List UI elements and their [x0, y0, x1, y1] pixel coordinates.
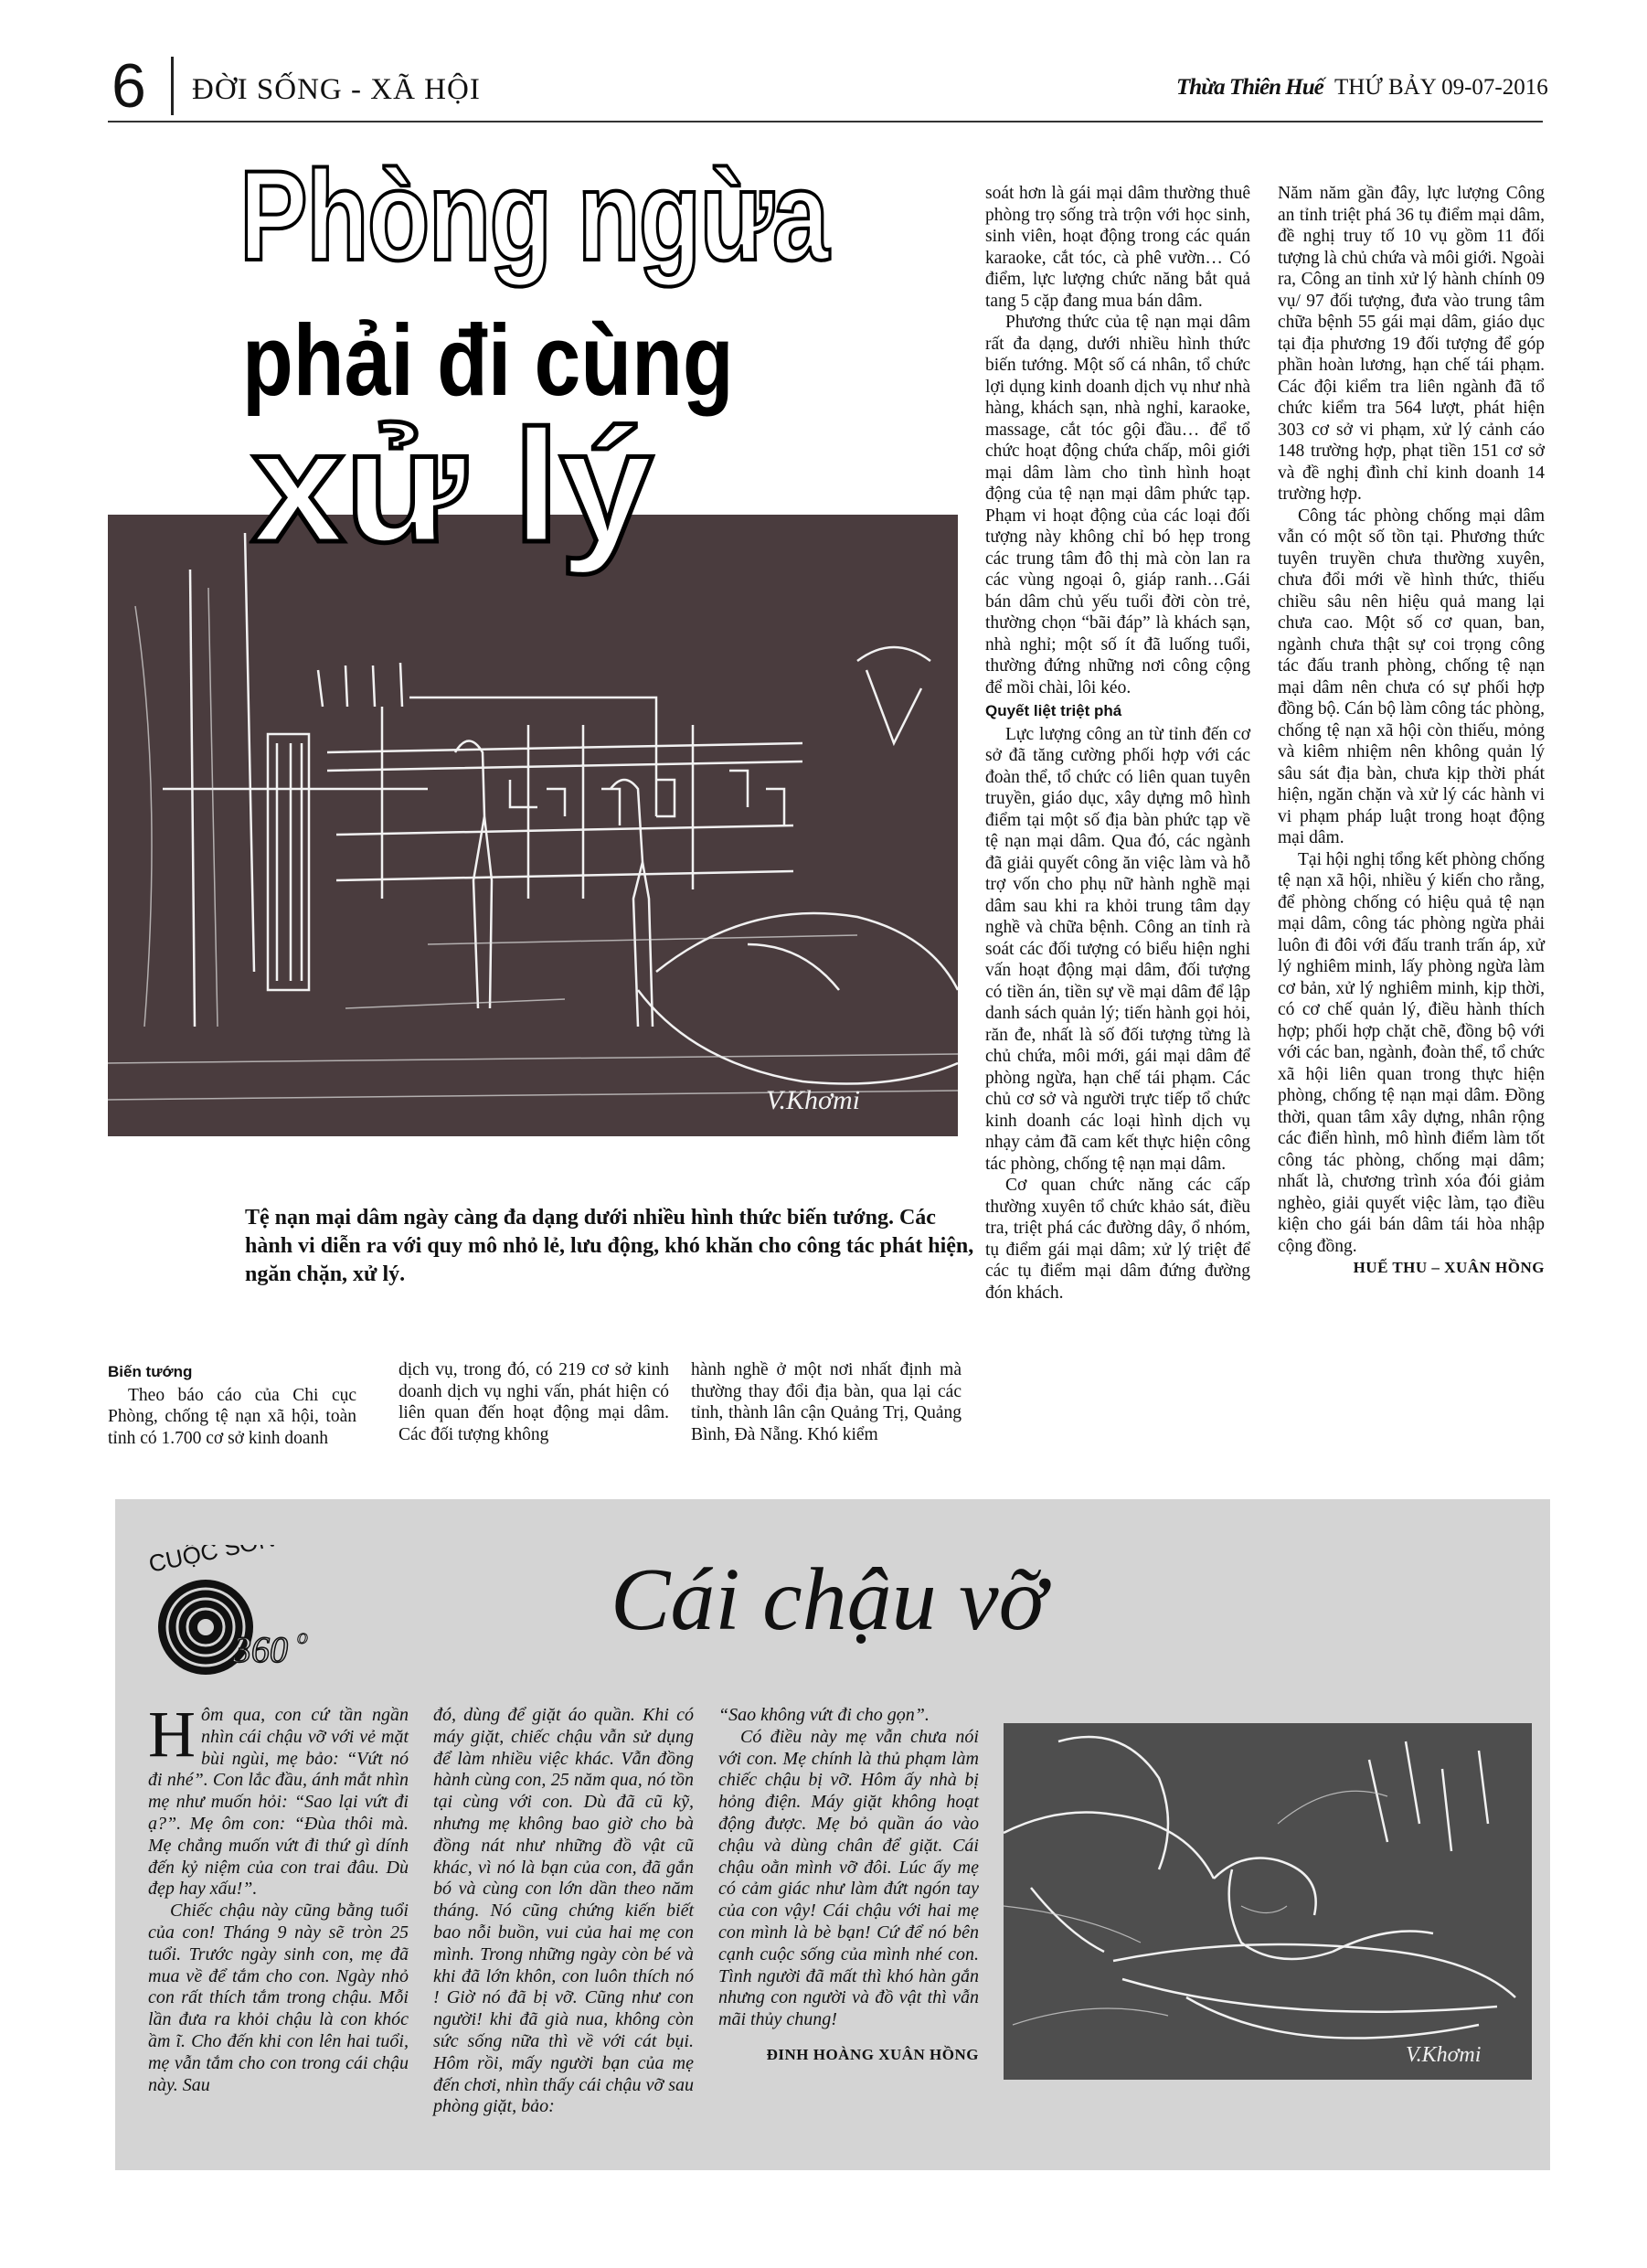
column-illustration: [1004, 1723, 1532, 2080]
column-text-3: [718, 1705, 979, 2066]
paragraph: [148, 1698, 409, 1901]
article-column-5: [1278, 183, 1545, 1279]
paragraph: “Sao không vứt đi cho gọn”.: [718, 1705, 930, 1725]
paragraph: hành nghề ở một nơi nhất định mà thường thay đổi địa bàn, qua lại các tỉnh, thành lân cận Quảng Trị, Quảng Bình, Đà Nẵng. Khó kiểm: [691, 1360, 962, 1444]
article-column-3: [691, 1359, 962, 1445]
street-scene-drawing: [108, 515, 958, 1136]
column-byline: ĐINH HOÀNG XUÂN HỒNG: [766, 2045, 979, 2063]
paragraph-text: ôm qua, con cứ tần ngần nhìn cái chậu vỡ với vẻ mặt bùi ngùi, mẹ bảo: “Vứt nó đi nhé”. Con lắc đầu, ánh mắt nhìn mẹ như muốn hỏi: “Sao lại vứt đi ạ?”. Mẹ ôm con: “Đùa thôi mà. Mẹ chẳng muốn vứt đi thứ gì dính đến kỷ niệm của con trai đâu. Dù đẹp hay xấu!”.: [148, 1705, 409, 1900]
article-column-2: [398, 1359, 669, 1445]
drop-cap: H: [148, 1698, 196, 1771]
header-divider: [171, 57, 174, 115]
headline-line-2: phải đi cùng: [242, 304, 734, 417]
column-text-1: [148, 1698, 409, 2096]
paragraph: Có điều này mẹ vẫn chưa nói với con. Mẹ chính là thủ phạm làm chiếc chậu bị vỡ. Hôm ấy nhà bị hỏng điện. Máy giặt không hoạt động được. Mẹ bỏ quần áo vào chậu và dùng chân để giặt. Cái chậu oằn mình vỡ đôi. Lúc ấy mẹ có cảm giác như làm đứt ngón tay của con vậy! Cái chậu với hai mẹ con mình là bè bạn! Cứ để nó bên cạnh cuộc sống của mình nhé con. Tình người đã mất thì khó hàn gắn nhưng con người và đồ vật thì vẫn mãi thủy chung!: [718, 1726, 979, 2030]
issue-date: THỨ BẢY 09-07-2016: [1334, 75, 1548, 100]
cuoc-song-360-logo: [142, 1545, 352, 1682]
page-number: 6: [112, 51, 146, 121]
column-text-2: [433, 1705, 694, 2118]
article-column-4: [985, 183, 1250, 1304]
paragraph: Chiếc chậu này cũng bằng tuổi của con! Tháng 9 này sẽ tròn 25 tuổi. Trước ngày sinh con, mẹ đã mua về để tắm cho con. Ngày nhỏ con rất thích tắm trong chậu. Mỗi lần đưa ra khỏi chậu là con khóc ầm ĩ. Cho đến khi con lên hai tuổi, mẹ vẫn tắm cho con trong cái chậu này. Sau: [148, 1901, 409, 2095]
logo-text: CUỘC SỐNG: [146, 1545, 296, 1578]
article-column-1: [108, 1359, 356, 1449]
paragraph: Tại hội nghị tổng kết phòng chống tệ nạn xã hội, nhiều ý kiến cho rằng, để phòng chống có hiệu quả tệ nạn mại dâm, công tác phòng ngừa phải luôn đi đôi với đấu tranh trấn áp, xử lý nghiêm minh, lấy phòng ngừa làm cơ bản, xử lý nghiêm minh, kịp thời, có cơ chế quản lý, điều hành thích hợp; phối hợp chặt chẽ, đồng bộ với với các ban, ngành, đoàn thể, tổ chức xã hội liên quan trong thực hiện phòng, chống tệ nạn mại dâm. Đồng thời, quan tâm xây dựng, nhân rộng các điển hình, mô hình điểm làm tốt công tác phòng, chống mại dâm; nhất là, chương trình xóa đói giảm nghèo, giải quyết việc làm, tạo điều kiện cho gái bán dâm tái hòa nhập cộng đồng.: [1278, 849, 1545, 1256]
paragraph: Năm năm gần đây, lực lượng Công an tỉnh triệt phá 36 tụ điểm mại dâm, đề nghị truy tố 10 vụ gồm 11 đối tượng là chủ chứa và môi giới. Ngoài ra, Công an tỉnh xử lý hành chính 09 vụ/ 97 đối tượng, đưa vào trung tâm chữa bệnh 55 gái mại dâm, giáo dục tại địa phương 19 đối tượng để góp phần hoàn lương, hạn chế tái phạm. Các đội kiểm tra liên ngành đã tổ chức kiểm tra 564 lượt, phát hiện 303 cơ sở vi phạm, xử lý cảnh cáo 148 trường hợp, phạt tiền 151 cơ sở và đề nghị đình chỉ kinh doanh 14 trường hợp.: [1278, 184, 1545, 504]
headline-line-3: xử lý: [251, 398, 653, 576]
column-title: Cái chậu vỡ: [611, 1550, 1047, 1649]
mother-bathing-child-drawing: [1004, 1723, 1532, 2080]
photo-signature: V.Khơmi: [1406, 2043, 1482, 2067]
paragraph: đó, dùng để giặt áo quần. Khi có máy giặt, chiếc chậu vẫn sử dụng để làm nhiều việc khác. Vẫn đồng hành cùng con, 25 năm qua, nó tồn tại cùng với con. Dù đã cũ kỹ, nhưng mẹ không bao giờ cho bà đồng nát như những đồ vật cũ khác, vì nó là bạn của con, đã gắn bó và cùng con lớn dần theo năm tháng. Nó cũng chứng kiến biết bao nỗi buồn, vui của hai mẹ con mình. Trong những ngày còn bé và khi đã lớn khôn, con luôn thích nó ! Giờ nó đã bị vỡ. Cũng như con người! khi đã già nua, không còn sức sống nữa thì về với cát bụi. Hôm rồi, mấy người bạn của mẹ đến chơi, nhìn thấy cái chậu vỡ sau phòng giặt, bảo:: [433, 1705, 694, 2117]
section-name: ĐỜI SỐNG - XÃ HỘI: [192, 73, 481, 106]
header-rule: [108, 121, 1543, 122]
article-lead: Tệ nạn mại dâm ngày càng đa dạng dưới nhiều hình thức biến tướng. Các hành vi diễn ra với quy mô nhỏ lẻ, lưu động, khó khăn cho công tác phát hiện, ngăn chặn, xử lý.: [245, 1206, 974, 1286]
paragraph: Theo báo cáo của Chi cục Phòng, chống tệ nạn xã hội, toàn tỉnh có 1.700 cơ sở kinh doanh: [108, 1385, 356, 1448]
logo-degree: o: [297, 1625, 308, 1649]
subheading-quyet-liet: Quyết liệt triệt phá: [985, 702, 1122, 719]
article-byline: HUẾ THU – XUÂN HỒNG: [1353, 1259, 1545, 1276]
paragraph: Phương thức của tệ nạn mại dâm rất đa dạng, dưới nhiều hình thức biến tướng. Một số cá nhân, tổ chức lợi dụng kinh doanh dịch vụ như nhà hàng, khách sạn, nhà nghỉ, karaoke, massage, cắt tóc gội đầu… để tổ chức hoạt động chứa chấp, môi giới mại dâm làm cho tình hình hoạt động của tệ nạn mại dâm phức tạp. Phạm vi hoạt động của các loại đối tượng này không chỉ bó hẹp trong các trung tâm đô thị mà còn lan ra các vùng ngoại ô, giáp ranh…Gái bán dâm chủ yếu tuổi đời còn trẻ, thường chọn “bãi đáp” là khách sạn, nhà nghỉ; một số ít đã luống tuổi, thường đứng những nơi công cộng để mồi chài, lôi kéo.: [985, 313, 1250, 697]
article-illustration: [108, 515, 958, 1136]
paragraph: Cơ quan chức năng các cấp thường xuyên tổ chức khảo sát, điều tra, triệt phá các đường dây, ổ nhóm, tụ điểm gái mại dâm; xử lý triệt để các tụ điểm mại dâm đứng đường đón khách.: [985, 1176, 1250, 1303]
headline-line-1: Phòng ngừa: [239, 144, 828, 287]
paragraph: Lực lượng công an từ tỉnh đến cơ sở đã tăng cường phối hợp với các đoàn thể, tổ chức có liên quan tuyên truyền, giáo dục, xây dựng mô hình điểm tại một số địa bàn phức tạp về tệ nạn mại dâm. Qua đó, các ngành đã giải quyết công ăn việc làm và hỗ trợ vốn cho phụ nữ hành nghề mại dâm sau khi ra khỏi trung tâm dạy nghề và chữa bệnh. Công an tỉnh rà soát các đối tượng có biểu hiện nghi vấn hoạt động mại dâm, đối tượng có tiền án, tiền sự về mại dâm để lập danh sách quản lý; tiến hành gọi hỏi, răn đe, nhất là số đối tượng từng là chủ chứa, môi mới, gái mại dâm để phòng ngừa, hạn chế tái phạm. Các chủ cơ sở và người trực tiếp tổ chức kinh doanh các loại hình dịch vụ nhạy cảm đã cam kết thực hiện công tác phòng, chống tệ nạn mại dâm.: [985, 724, 1250, 1174]
subheading-bien-tuong: Biến tướng: [108, 1363, 193, 1380]
logo-number: 360: [233, 1629, 288, 1670]
photo-signature: V.Khơmi: [766, 1085, 860, 1115]
paragraph: Công tác phòng chống mại dâm vẫn có một số tồn tại. Phương thức tuyên truyền chưa thường xuyên, chưa đổi mới về hình thức, thiếu chiều sâu nên hiệu quả mang lại chưa cao. Một số cơ quan, ban, ngành chưa thật sự coi trọng công tác đấu tranh phòng, chống tệ nạn mại dâm nên chưa có sự phối hợp đồng bộ. Cán bộ làm công tác phòng, chống tệ nạn xã hội còn thiếu, mỏng và kiêm nhiệm nên không quản lý sâu sát địa bàn, chưa kịp thời phát hiện, ngăn chặn và xử lý các hành vi vi phạm pháp luật trong hoạt động mại dâm.: [1278, 506, 1545, 847]
paragraph: soát hơn là gái mại dâm thường thuê phòng trọ sống trà trộn với học sinh, sinh viên, hoạt động trong các quán karaoke, cắt tóc, cà phê vườn… Có điểm, lực lượng chức năng bắt quả tang 5 cặp đang mua bán dâm.: [985, 184, 1250, 311]
newspaper-name: Thừa Thiên Huế: [1176, 75, 1323, 100]
paragraph: dịch vụ, trong đó, có 219 cơ sở kinh doanh dịch vụ nghi vấn, phát hiện có liên quan đến hoạt động mại dâm. Các đối tượng không: [398, 1360, 669, 1444]
